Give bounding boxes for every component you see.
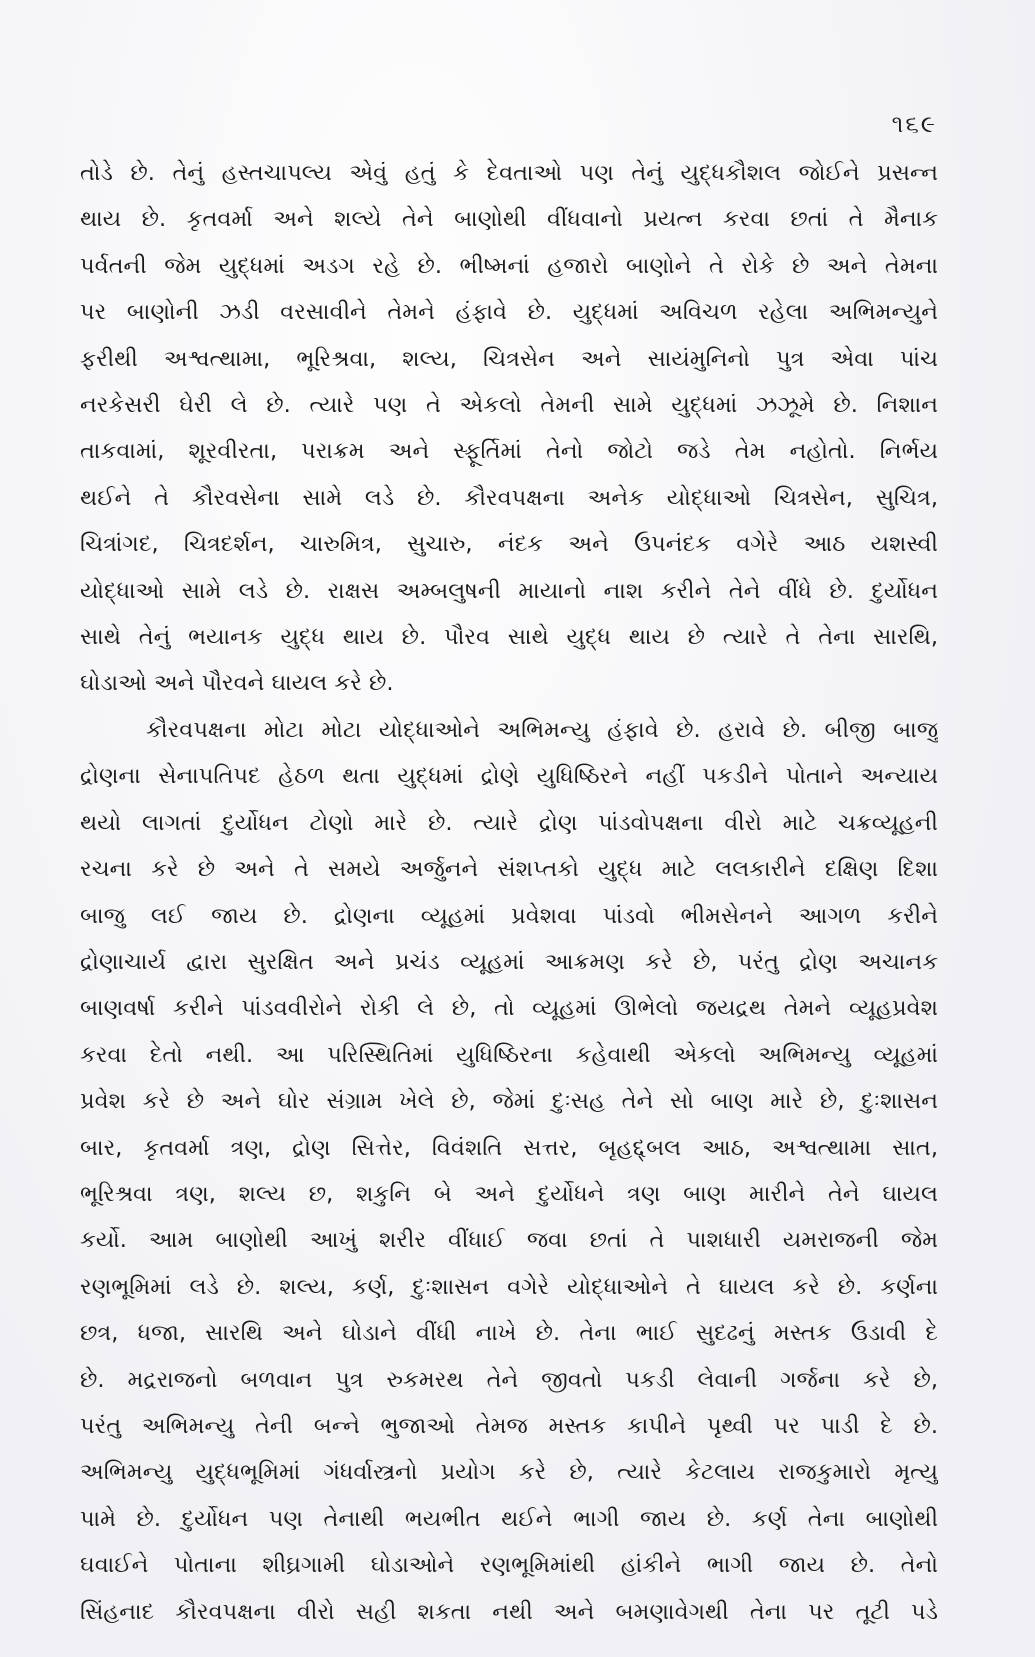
text-line: ફરીથી અશ્વત્થામા, ભૂરિશ્રવા, શલ્ય, ચિત્રસેન અને સાયંમુનિનો પુત્ર એવા પાંચ [80,345,938,372]
text-line: તોડે છે. તેનું હસ્તચાપલ્ય એવું હતું કે દેવતાઓ પણ તેનું યુદ્ધકૌશલ જોઈને પ્રસન્ન [80,160,938,186]
text-line: કર્યો. આમ બાણોથી આખું શરીર વીંધાઈ જવા છતાં તે પાશધારી યમરાજની જેમ [80,1227,938,1254]
text-line: છત્ર, ધજા, સારથિ અને ઘોડાને વીંધી નાખે છે. તેના ભાઈ સુદઢનું મસ્તક ઉડાવી દે [80,1320,938,1347]
text-line: ઘોડાઓ અને પૌરવને ઘાયલ કરે છે. [80,670,394,697]
text-line: સિંહનાદ કૌરવપક્ષના વીરો સહી શકતા નથી અને બમણાવેગથી તેના પર તૂટી પડે [80,1598,938,1625]
page-number: ૧૬૯ [891,110,937,138]
text-line: પર્વતની જેમ યુદ્ધમાં અડગ રહે છે. ભીષ્મનાં હજારો બાણોને તે રોકે છે અને તેમના [80,252,938,279]
text-line: ઘવાઈને પોતાના શીઘ્રગામી ઘોડાઓને રણભૂમિમાંથી હાંકીને ભાગી જાય છે. તેનો [80,1552,938,1579]
paragraph [80,150,938,707]
text-line: કરવા દેતો નથી. આ પરિસ્થિતિમાં યુધિષ્ઠિરના કહેવાથી એકલો અભિમન્યુ વ્યૂહમાં [80,1041,938,1068]
text-line: રણભૂમિમાં લડે છે. શલ્ય, કર્ણ, દુઃશાસન વગેરે યોદ્ધાઓને તે ઘાયલ કરે છે. કર્ણના [80,1273,938,1300]
text-line: ચિત્રાંગદ, ચિત્રદર્શન, ચારુમિત્ર, સુચારુ, નંદક અને ઉપનંદક વગેરે આઠ યશસ્વી [80,531,938,558]
text-line: છે. મદ્રરાજનો બળવાન પુત્ર રુકમરથ તેને જીવતો પકડી લેવાની ગર્જના કરે છે, [80,1366,938,1393]
text-line: કૌરવપક્ષના મોટા મોટા યોદ્ધાઓને અભિમન્યુ હંફાવે છે. હરાવે છે. બીજી બાજુ [146,716,938,743]
text-line: થઈને તે કૌરવસેના સામે લડે છે. કૌરવપક્ષના અનેક યોદ્ધાઓ ચિત્રસેન, સુચિત્ર, [80,484,938,511]
body-text [80,150,938,1635]
text-line: તાકવામાં, શૂરવીરતા, પરાક્રમ અને સ્ફૂર્તિમાં તેનો જોટો જડે તેમ નહોતો. નિર્ભય [80,438,938,465]
text-line: અભિમન્યુ યુદ્ધભૂમિમાં ગંધર્વાસ્ત્રનો પ્રયોગ કરે છે, ત્યારે કેટલાય રાજકુમારો મૃત્યુ [80,1459,938,1486]
text-line: પર બાણોની ઝડી વરસાવીને તેમને હંફાવે છે. યુદ્ધમાં અવિચળ રહેલા અભિમન્યુને [80,299,938,326]
text-line: થાય છે. કૃતવર્મા અને શલ્યે તેને બાણોથી વીંધવાનો પ્રયત્ન કરવા છતાં તે મૈનાક [80,206,938,233]
text-line: બાર, કૃતવર્મા ત્રણ, દ્રોણ સિત્તેર, વિવંશતિ સત્તર, બૃહદ્દ્બલ આઠ, અશ્વત્થામા સાત, [80,1134,938,1161]
text-line: બાજુ લઈ જાય છે. દ્રોણના વ્યૂહમાં પ્રવેશવા પાંડવો ભીમસેનને આગળ કરીને [80,902,938,929]
text-line: દ્રોણના સેનાપતિપદ હેઠળ થતા યુદ્ધમાં દ્રોણે યુધિષ્ઠિરને નહીં પકડીને પોતાને અન્યાય [80,763,938,790]
text-line: નરકેસરી ઘેરી લે છે. ત્યારે પણ તે એકલો તેમની સામે યુદ્ધમાં ઝઝૂમે છે. નિશાન [80,392,938,419]
text-line: પ્રવેશ કરે છે અને ઘોર સંગ્રામ ખેલે છે, જેમાં દુઃસહ તેને સો બાણ મારે છે, દુઃશાસન [80,1088,938,1115]
text-line: રચના કરે છે અને તે સમયે અર્જુનને સંશપ્તકો યુદ્ધ માટે લલકારીને દક્ષિણ દિશા [80,856,938,883]
text-line: બાણવર્ષા કરીને પાંડવવીરોને રોકી લે છે, તો વ્યૂહમાં ઊભેલો જયદ્રથ તેમને વ્યૂહપ્રવેશ [80,995,938,1022]
text-line: પરંતુ અભિમન્યુ તેની બન્ને ભુજાઓ તેમજ મસ્તક કાપીને પૃથ્વી પર પાડી દે છે. [80,1412,938,1439]
text-line: ભૂરિશ્રવા ત્રણ, શલ્ય છ, શકુનિ બે અને દુર્યોધને ત્રણ બાણ મારીને તેને ઘાયલ [80,1180,938,1207]
text-line: પામે છે. દુર્યોધન પણ તેનાથી ભયભીત થઈને ભાગી જાય છે. કર્ણ તેના બાણોથી [80,1505,938,1532]
paragraph [80,707,938,1635]
text-line: સાથે તેનું ભયાનક યુદ્ધ થાય છે. પૌરવ સાથે યુદ્ધ થાય છે ત્યારે તે તેના સારથિ, [80,624,938,651]
text-line: દ્રોણાચાર્ય દ્વારા સુરક્ષિત અને પ્રચંડ વ્યૂહમાં આક્રમણ કરે છે, પરંતુ દ્રોણ અચાનક [80,948,938,975]
text-line: યોદ્ધાઓ સામે લડે છે. રાક્ષસ અમ્બલુષની માયાનો નાશ કરીને તેને વીંધે છે. દુર્યોધન [80,577,938,604]
text-line: થયો લાગતાં દુર્યોધન ટોણો મારે છે. ત્યારે દ્રોણ પાંડવોપક્ષના વીરો માટે ચક્રવ્યૂહની [80,809,938,836]
